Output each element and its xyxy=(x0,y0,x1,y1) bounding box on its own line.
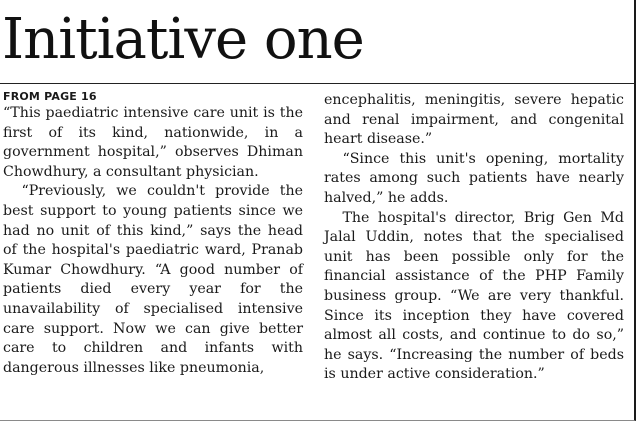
paragraph-3-continued: encephalitis, meningitis, severe hepatic and renal impairment, and congenital heart disease.” xyxy=(324,92,624,148)
headline-rule xyxy=(0,83,636,84)
paragraph-4: “Since this unit's opening, mortality rates among such patients have nearly halved,” he adds. xyxy=(324,150,624,206)
continuation-kicker: FROM PAGE 16 xyxy=(3,90,97,103)
left-column xyxy=(3,90,303,378)
paragraph-1: “This paediatric intensive care unit is the first of its kind, nationwide, in a government hospital,” observes Dhiman Chowdhury, a consultant physician. xyxy=(3,105,303,180)
paragraph-5: The hospital's director, Brig Gen Md Jalal Uddin, notes that the specialised unit has been possible only for the financial assistance of the PHP Family business group. “We are very thankful. Since its inception they have covered almost all costs, and continue to do so,” he says. “Increasing the number of beds is under active consideration.” xyxy=(324,209,624,383)
right-column xyxy=(324,91,624,385)
headline: Initiative one xyxy=(2,7,364,72)
paragraph-2: “Previously, we couldn't provide the best support to young patients since we had no unit of this kind,” says the head of the hospital's paediatric ward, Pranab Kumar Chowdhury. “A good number of patients died every year for the unavailability of specialised intensive care support. Now we can give better care to children and infants with dangerous illnesses like pneumonia, xyxy=(3,183,303,376)
